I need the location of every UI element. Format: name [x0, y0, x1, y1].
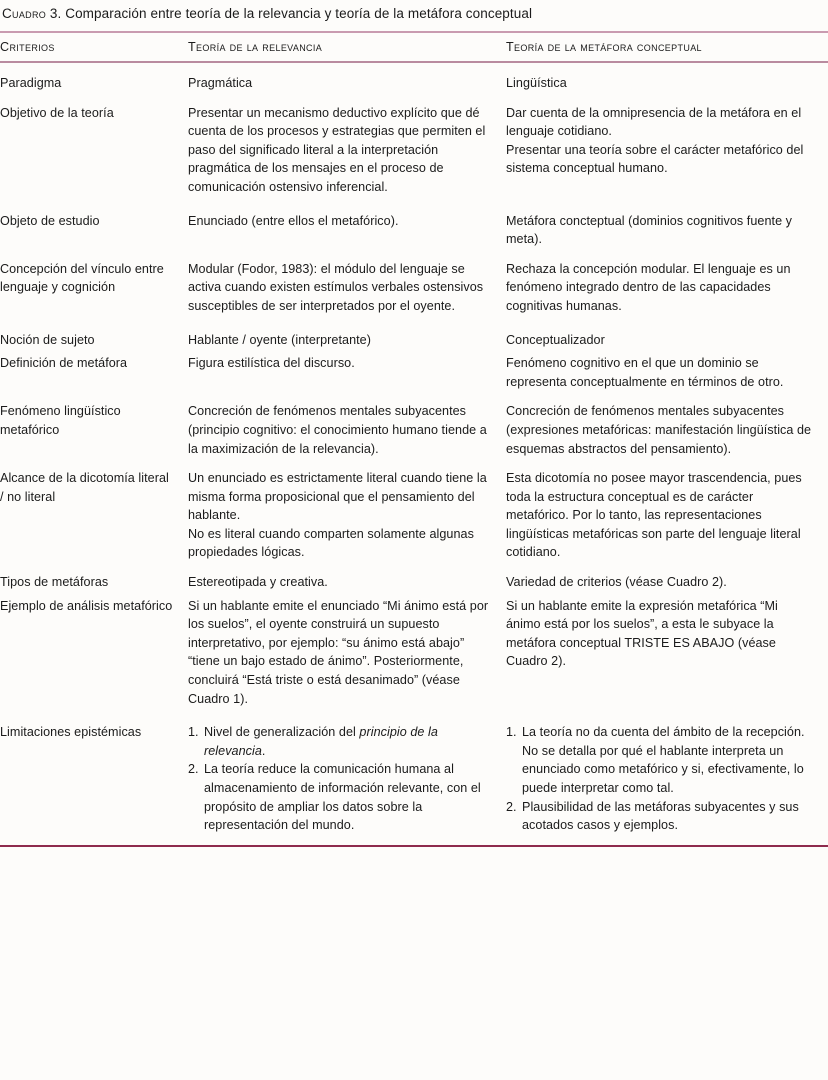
row-metaphor [506, 197, 828, 249]
paragraph: Presentar un mecanismo deductivo explícito que dé cuenta de los procesos y estrategias que permiten el paso del significado literal a la interpretación pragmática de los mensajes en el proceso de comunicación ostensivo inferencial. [188, 105, 486, 194]
list-item-number: 1. [188, 725, 199, 740]
paragraph: Un enunciado es estrictamente literal cuando tiene la misma forma proposicional que el pensamiento del hablante. [188, 471, 487, 523]
list-item-text-pre: Nivel de generalización del [204, 725, 360, 740]
column-header-relevance: Teoría de la relevancia [188, 40, 323, 54]
row-metaphor [506, 562, 828, 592]
paragraph: Conceptualizador [506, 332, 605, 347]
row-criterion: Noción de sujeto [0, 332, 95, 347]
list-item-text-post: . [261, 743, 266, 758]
row-relevance [188, 249, 506, 316]
table-row [0, 562, 828, 592]
row-metaphor [506, 316, 828, 350]
paragraph: Concreción de fenómenos mentales subyacentes (principio cognitivo: el conocimiento humano tiende a la maximización de la relevancia). [188, 404, 487, 456]
paragraph: Si un hablante emite la expresión metafórica “Mi ánimo está por los suelos”, a esta le subyace la metáfora conceptual TRISTE ES ABAJO (véase Cuadro 2). [506, 598, 778, 669]
paragraph: Rechaza la concepción modular. El lenguaje es un fenómeno integrado dentro de las capacidades cognitivas humanas. [506, 261, 791, 313]
table-row [0, 63, 828, 93]
paragraph: Metáfora concteptual (dominios cognitivos fuente y meta). [506, 213, 793, 247]
row-criterion: Alcance de la dicotomía literal / no literal [0, 471, 169, 504]
list-item [188, 723, 492, 760]
row-criterion: Objeto de estudio [0, 213, 100, 228]
caption-text: 3. Comparación entre teoría de la relevancia y teoría de la metáfora conceptual [46, 6, 533, 21]
comparison-table [0, 33, 828, 61]
table-caption [0, 0, 828, 28]
list-item-number: 2. [188, 762, 199, 777]
row-relevance [188, 391, 506, 458]
column-header-criteria: Criterios [0, 40, 55, 54]
list-item-number: 1. [506, 725, 517, 740]
paragraph: Dar cuenta de la omnipresencia de la metáfora en el lenguaje cotidiano. [506, 105, 802, 139]
list-item [506, 798, 814, 835]
table-row [0, 316, 828, 350]
row-relevance [188, 708, 506, 835]
paragraph: Variedad de criterios (véase Cuadro 2). [506, 575, 727, 590]
list-item-text: La teoría no da cuenta del ámbito de la recepción. No se detalla por qué el hablante interpreta un enunciado como metafórico y si, efectivamente, lo puede interpretar como tal. [522, 725, 805, 795]
row-criterion: Concepción del vínculo entre lenguaje y cognición [0, 261, 164, 295]
row-relevance [188, 316, 506, 350]
column-header-metaphor: Teoría de la metáfora conceptual [506, 40, 702, 54]
table-row [0, 458, 828, 562]
row-metaphor [506, 93, 828, 197]
table-body [0, 63, 828, 835]
row-criterion: Tipos de metáforas [0, 575, 109, 590]
row-relevance [188, 562, 506, 592]
row-metaphor [506, 63, 828, 93]
paragraph: Hablante / oyente (interpretante) [188, 332, 371, 347]
row-metaphor [506, 249, 828, 316]
row-relevance [188, 592, 506, 709]
row-relevance [188, 458, 506, 562]
list-item-text-italic: principio de la relevancia [204, 725, 438, 758]
paragraph: Pragmática [188, 76, 253, 90]
comparison-table-body [0, 63, 828, 835]
paragraph: Presentar una teoría sobre el carácter metafórico del sistema conceptual humano. [506, 142, 804, 176]
paragraph: Enunciado (entre ellos el metafórico). [188, 213, 399, 228]
row-criterion: Definición de metáfora [0, 356, 128, 371]
rule-bottom [0, 845, 828, 847]
row-metaphor [506, 592, 828, 709]
limitations-list-metaphor [506, 723, 814, 835]
table-row [0, 197, 828, 249]
row-criterion: Objetivo de la teoría [0, 105, 114, 120]
paragraph: Concreción de fenómenos mentales subyacentes (expresiones metafóricas: manifestación lingüística de esquemas abstractos del pensamiento). [506, 404, 812, 456]
list-item-number: 2. [506, 799, 517, 814]
limitations-list-relevance [188, 723, 492, 835]
table-row [0, 391, 828, 458]
list-item-text-pre: La teoría reduce la comunicación humana al almacenamiento de información relevante, con el propósito de ampliar los datos sobre la representación del mundo. [204, 762, 481, 833]
row-metaphor [506, 391, 828, 458]
row-relevance [188, 197, 506, 249]
table-row-limitations [0, 708, 828, 835]
paragraph: Fenómeno cognitivo en el que un dominio se representa conceptualmente en términos de otro. [506, 356, 784, 389]
table-row [0, 592, 828, 709]
row-metaphor [506, 458, 828, 562]
row-criterion: Fenómeno lingüístico metafórico [0, 404, 121, 437]
row-criterion: Ejemplo de análisis metafórico [0, 598, 173, 613]
row-relevance [188, 93, 506, 197]
table-row [0, 93, 828, 197]
paragraph: Si un hablante emite el enunciado “Mi ánimo está por los suelos”, el oyente construirá un supuesto interpretativo, por ejemplo: “su ánimo está abajo” “tiene un bajo estado de ánimo”. Posteriormente, concluirá “Está triste o está desanimado” (véase Cuadro 1). [188, 598, 489, 706]
caption-prefix: Cuadro [2, 6, 47, 21]
row-criterion: Limitaciones epistémicas [0, 725, 142, 740]
paragraph: No es literal cuando comparten solamente algunas propiedades lógicas. [188, 526, 474, 560]
header-row [0, 33, 828, 61]
table-row [0, 249, 828, 316]
row-metaphor [506, 349, 828, 391]
row-relevance [188, 349, 506, 391]
list-item-text: Plausibilidad de las metáforas subyacentes y sus acotados casos y ejemplos. [522, 799, 799, 833]
list-item [188, 760, 492, 834]
paragraph: Lingüística [506, 76, 567, 90]
row-criterion: Paradigma [0, 76, 62, 90]
row-metaphor [506, 708, 828, 835]
table-row [0, 349, 828, 391]
paragraph: Modular (Fodor, 1983): el módulo del lenguaje se activa cuando existen estímulos verbales ostensivos susceptibles de ser interpretados por el oyente. [188, 261, 484, 313]
paragraph: Figura estilística del discurso. [188, 356, 355, 371]
list-item [506, 723, 814, 797]
table-head [0, 33, 828, 61]
paragraph: Esta dicotomía no posee mayor trascendencia, pues toda la estructura conceptual es de carácter metafórico. Por lo tanto, las representaciones lingüísticas metafóricas son parte del lenguaje literal cotidiano. [506, 471, 802, 560]
paragraph: Estereotipada y creativa. [188, 575, 328, 590]
bottom-spacer [0, 835, 828, 845]
row-relevance [188, 63, 506, 93]
